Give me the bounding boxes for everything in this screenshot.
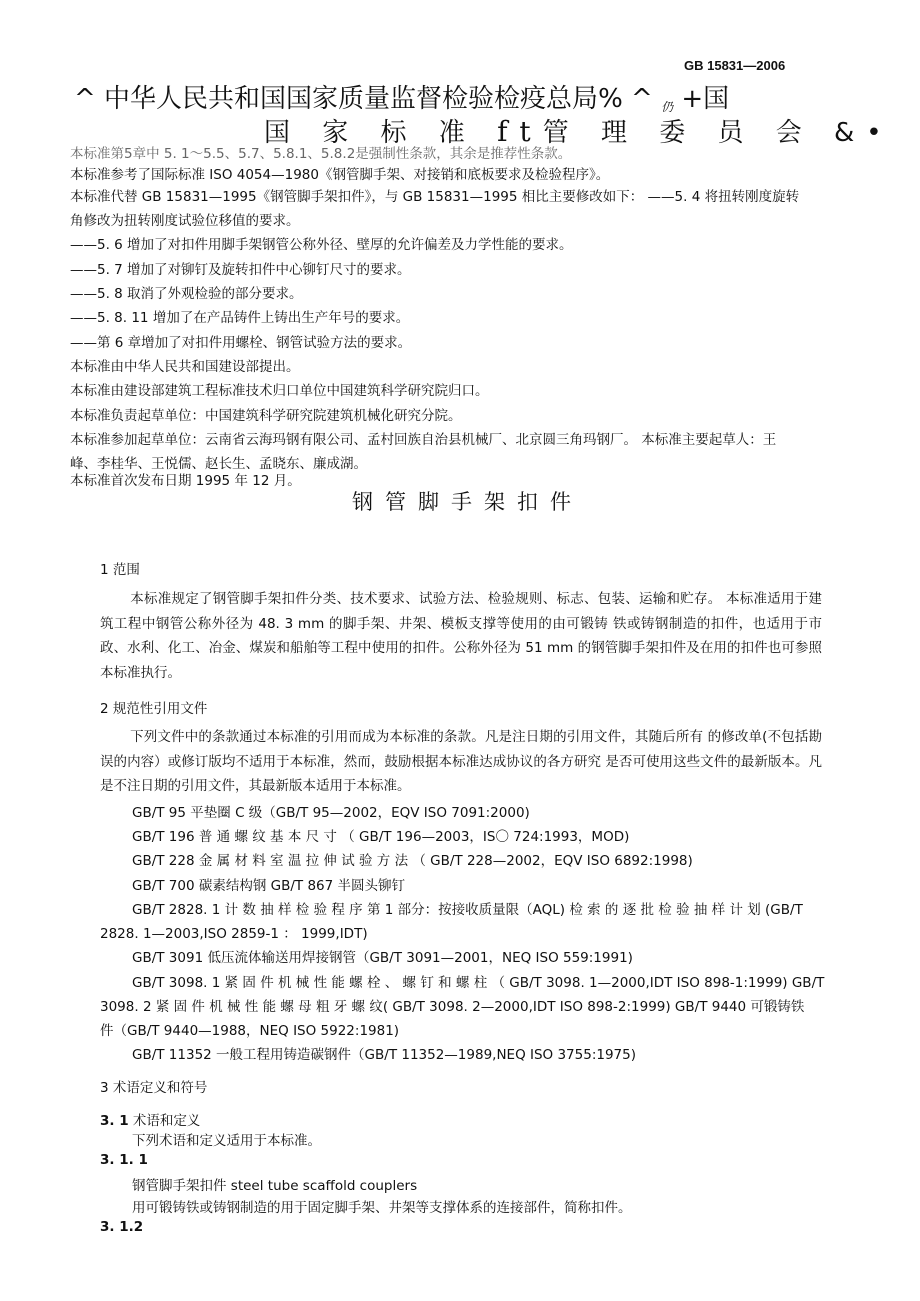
issuer-line-2-part-a: 国 家 标 准 <box>264 118 498 148</box>
section-2-heading: 2 规范性引用文件 <box>100 701 208 717</box>
foreword-line: 本标准参加起草单位：云南省云海玛钢有限公司、孟村回族自治县机械厂、北京圆三角玛钢厂。 本标准主要起草人：王 <box>70 432 777 448</box>
standard-number: GB 15831—2006 <box>684 58 786 73</box>
subsection-number: 3. 1 <box>100 1113 129 1129</box>
reference-item: GB/T 95 平垫圈 C 级（GB/T 95—2002，EQV ISO 7091:2000) <box>132 805 530 821</box>
section-3-heading: 3 术语定义和符号 <box>100 1080 208 1096</box>
subsection-3-1-1-number: 3. 1. 1 <box>100 1152 148 1168</box>
subsection-3-1-2-number: 3. 1.2 <box>100 1219 144 1235</box>
foreword-line: ——5. 8 取消了外观检验的部分要求。 <box>70 286 303 302</box>
reference-item: GB/T 11352 一般工程用铸造碳钢件（GB/T 11352—1989,NEQ ISO 3755:1975) <box>132 1047 636 1063</box>
foreword-line: ——第 6 章增加了对扣件用螺栓、钢管试验方法的要求。 <box>70 335 412 351</box>
foreword-line: 峰、李桂华、王悦儒、赵长生、孟晓东、廉成湖。 <box>70 456 367 472</box>
foreword-line: 本标准代替 GB 15831—1995《钢管脚手架扣件》，与 GB 15831—1995 相比主要修改如下： ——5. 4 将扭转刚度旋转 <box>70 189 800 205</box>
foreword-line: 角修改为扭转刚度试验位移值的要求。 <box>70 213 300 229</box>
issuer-line-1 <box>74 78 729 115</box>
foreword-line: 本标准首次发布日期 1995 年 12 月。 <box>70 473 301 489</box>
issuer-line-2-part-c: 管 理 委 员 会 <box>542 118 835 148</box>
reference-item: GB/T 2828. 1 计 数 抽 样 检 验 程 序 第 1 部分：按接收质量限（AQL) 检 索 的 逐 批 检 验 抽 样 计 划 (GB/T <box>132 902 803 918</box>
issuer-line-1-part-d: +国 <box>673 84 730 114</box>
issuer-line-1-part-c: 仍 <box>661 100 674 114</box>
foreword-line: ——5. 7 增加了对铆钉及旋转扣件中心铆钉尺寸的要求。 <box>70 262 411 278</box>
foreword-line: 本标准参考了国际标准 ISO 4054—1980《钢管脚手架、对接销和底板要求及检验程序》。 <box>70 167 610 183</box>
reference-item: GB/T 196 普 通 螺 纹 基 本 尺 寸 （ GB/T 196—2003，IS〇 724:1993，MOD) <box>132 829 630 845</box>
document-title: 钢管脚手架扣件 <box>352 490 583 514</box>
term-title: 钢管脚手架扣件 steel tube scaffold couplers <box>132 1178 418 1194</box>
issuer-line-1-part-a: ^ 中华人民共和国国家质量监督检验检疫总局 <box>74 84 599 114</box>
section-1-heading: 1 范围 <box>100 562 140 578</box>
subsection-3-1-text: 下列术语和定义适用于本标准。 <box>132 1133 321 1149</box>
section-1-paragraph <box>100 587 822 685</box>
subsection-3-1-heading <box>100 1109 200 1129</box>
term-definition: 用可锻铸铁或铸钢制造的用于固定脚手架、井架等支撑体系的连接部件，简称扣件。 <box>132 1200 632 1216</box>
foreword-line: 本标准由建设部建筑工程标准技术归口单位中国建筑科学研究院归口。 <box>70 383 489 399</box>
reference-item: GB/T 700 碳素结构钢 GB/T 867 半圆头铆钉 <box>132 878 406 894</box>
issuer-line-2-part-b: ft <box>497 115 543 148</box>
subsection-title: 术语和定义 <box>128 1113 201 1129</box>
reference-item-continued: 件（GB/T 9440—1988，NEQ ISO 5922:1981) <box>100 1023 400 1039</box>
section-2-paragraph <box>100 725 822 799</box>
reference-item-continued: 3098. 2 紧 固 件 机 械 性 能 螺 母 粗 牙 螺 纹( GB/T 3098. 2—2000,IDT ISO 898-2:1999) GB/T 9440 可锻铸铁 <box>100 999 805 1015</box>
issuer-line-1-part-b: % ^ <box>598 84 662 114</box>
foreword-line: ——5. 6 增加了对扣件用脚手架钢管公称外径、壁厚的允许偏差及力学性能的要求。 <box>70 237 573 253</box>
foreword-line: 本标准负责起草单位：中国建筑科学研究院建筑机械化研究分院。 <box>70 408 462 424</box>
reference-item: GB/T 228 金 属 材 料 室 温 拉 伸 试 验 方 法 （ GB/T 228—2002，EQV ISO 6892:1998) <box>132 853 693 869</box>
reference-item: GB/T 3091 低压流体输送用焊接钢管（GB/T 3091—2001，NEQ ISO 559:1991) <box>132 950 633 966</box>
foreword-line: 本标准由中华人民共和国建设部提出。 <box>70 359 300 375</box>
section-2-paragraph-text: 下列文件中的条款通过本标准的引用而成为本标准的条款。凡是注日期的引用文件，其随后所有 的修改单(不包括勘误的内容）或修订版均不适用于本标准，然而，鼓励根据本标准达成协议的各方研究 是否可使用这些文件的最新版本。凡是不注日期的引用文件，其最新版本适用于本标准。 <box>100 729 822 794</box>
reference-item-continued: 2828. 1—2003,ISO 2859-1 ： 1999,IDT) <box>100 926 368 942</box>
foreword-line: 本标准第5章中 5. 1～5.5、5.7、5.8.1、5.8.2是强制性条款，其余是推荐性条款。 <box>70 146 572 162</box>
reference-item: GB/T 3098. 1 紧 固 件 机 械 性 能 螺 栓 、 螺 钉 和 螺 柱 （ GB/T 3098. 1—2000,IDT ISO 898-1:1999) GB/T <box>132 975 825 991</box>
section-1-paragraph-text: 本标准规定了钢管脚手架扣件分类、技术要求、试验方法、检验规则、标志、包装、运输和贮存。 本标准适用于建筑工程中钢管公称外径为 48. 3 mm 的脚手架、井架、模板支撑等使用的由可锻铸 铁或铸钢制造的扣件，也适用于市政、水利、化工、冶金、煤炭和船舶等工程中使用的扣件。公称外径为 51 mm 的钢管脚手架扣件及在用的扣件也可参照本标准执行。 <box>100 591 822 681</box>
foreword-line: ——5. 8. 11 增加了在产品铸件上铸出生产年号的要求。 <box>70 310 410 326</box>
issuer-line-2-part-d: &• <box>834 118 894 148</box>
